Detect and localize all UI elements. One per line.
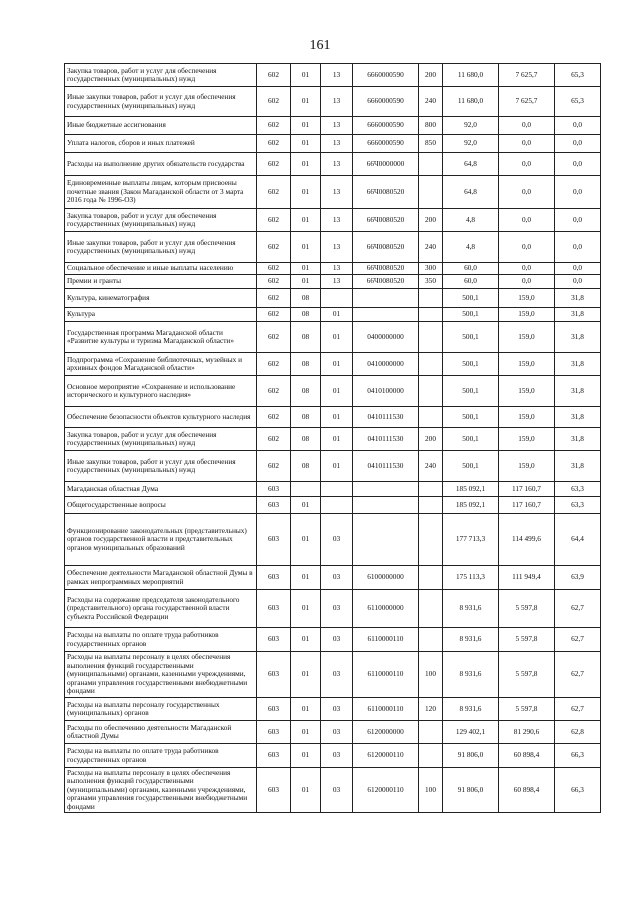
expense-name-cell: Функционирование законодательных (представительных) органов государственной власти и представительных органов муниципальных образований [65, 514, 257, 566]
execution-percent-cell: 65,3 [555, 87, 601, 117]
expense-type-cell: 800 [419, 117, 443, 135]
planned-amount-cell: 500,1 [443, 451, 499, 482]
target-article-cell: 6660000590 [353, 117, 419, 135]
execution-percent-cell: 62,7 [555, 698, 601, 721]
planned-amount-cell: 60,0 [443, 275, 499, 289]
subsection-code-cell [321, 482, 353, 497]
department-code-cell: 602 [257, 322, 291, 353]
target-article-cell: 6660000590 [353, 64, 419, 87]
expense-type-cell: 200 [419, 64, 443, 87]
target-article-cell [353, 514, 419, 566]
execution-percent-cell: 0,0 [555, 263, 601, 275]
table-row [65, 153, 601, 176]
planned-amount-cell: 64,8 [443, 153, 499, 176]
expense-type-cell: 200 [419, 209, 443, 232]
section-code-cell: 08 [291, 322, 321, 353]
execution-percent-cell: 31,8 [555, 376, 601, 407]
section-code-cell: 01 [291, 275, 321, 289]
target-article-cell: 6100000000 [353, 566, 419, 590]
target-article-cell: 0410111530 [353, 407, 419, 428]
execution-percent-cell: 64,4 [555, 514, 601, 566]
execution-percent-cell: 66,3 [555, 744, 601, 768]
target-article-cell: 6110000110 [353, 628, 419, 652]
actual-amount-cell: 159,0 [499, 308, 555, 322]
section-code-cell: 08 [291, 376, 321, 407]
expense-type-cell [419, 566, 443, 590]
budget-table [64, 63, 601, 813]
department-code-cell: 602 [257, 135, 291, 153]
table-row [65, 64, 601, 87]
subsection-code-cell: 01 [321, 428, 353, 451]
target-article-cell: 6660000590 [353, 87, 419, 117]
expense-name-cell: Расходы на содержание председателя законодательного (представительного) органа государственной власти субъекта Российской Федерации [65, 590, 257, 628]
expense-type-cell [419, 721, 443, 744]
section-code-cell: 01 [291, 135, 321, 153]
expense-name-cell: Закупка товаров, работ и услуг для обеспечения государственных (муниципальных) нужд [65, 64, 257, 87]
execution-percent-cell: 31,8 [555, 451, 601, 482]
target-article-cell: 66Ч0000000 [353, 153, 419, 176]
execution-percent-cell: 63,3 [555, 497, 601, 514]
section-code-cell: 01 [291, 721, 321, 744]
target-article-cell: 0410111530 [353, 428, 419, 451]
expense-type-cell: 120 [419, 698, 443, 721]
planned-amount-cell: 11 680,0 [443, 87, 499, 117]
table-row [65, 590, 601, 628]
section-code-cell: 01 [291, 209, 321, 232]
expense-type-cell: 850 [419, 135, 443, 153]
expense-name-cell: Расходы на выплаты персоналу в целях обеспечения выполнения функций государственными (муниципальными) органами, казенными учреждениями, органами управления государственными внебюджетными фондами [65, 652, 257, 698]
table-row [65, 744, 601, 768]
expense-name-cell: Иные бюджетные ассигнования [65, 117, 257, 135]
target-article-cell: 6110000110 [353, 652, 419, 698]
execution-percent-cell: 65,3 [555, 64, 601, 87]
target-article-cell: 0410100000 [353, 376, 419, 407]
table-row [65, 721, 601, 744]
subsection-code-cell: 03 [321, 652, 353, 698]
expense-name-cell: Основное мероприятие «Сохранение и использование исторического и культурного наследия» [65, 376, 257, 407]
subsection-code-cell: 13 [321, 117, 353, 135]
planned-amount-cell: 4,8 [443, 232, 499, 263]
expense-type-cell [419, 744, 443, 768]
section-code-cell: 01 [291, 628, 321, 652]
actual-amount-cell: 5 597,8 [499, 590, 555, 628]
expense-name-cell: Закупка товаров, работ и услуг для обеспечения государственных (муниципальных) нужд [65, 209, 257, 232]
expense-name-cell: Государственная программа Магаданской области «Развитие культуры и туризма Магаданской области» [65, 322, 257, 353]
execution-percent-cell: 31,8 [555, 308, 601, 322]
execution-percent-cell: 66,3 [555, 768, 601, 813]
execution-percent-cell: 0,0 [555, 117, 601, 135]
department-code-cell: 602 [257, 407, 291, 428]
subsection-code-cell: 01 [321, 451, 353, 482]
execution-percent-cell: 31,8 [555, 428, 601, 451]
table-row [65, 308, 601, 322]
table-row [65, 117, 601, 135]
planned-amount-cell: 8 931,6 [443, 698, 499, 721]
table-row [65, 451, 601, 482]
target-article-cell: 66Ч0080520 [353, 263, 419, 275]
planned-amount-cell: 8 931,6 [443, 590, 499, 628]
expense-type-cell: 350 [419, 275, 443, 289]
table-row [65, 176, 601, 209]
actual-amount-cell: 117 160,7 [499, 497, 555, 514]
table-row [65, 263, 601, 275]
target-article-cell: 6120000110 [353, 768, 419, 813]
execution-percent-cell: 0,0 [555, 209, 601, 232]
section-code-cell [291, 482, 321, 497]
table-row [65, 209, 601, 232]
department-code-cell: 602 [257, 232, 291, 263]
planned-amount-cell: 500,1 [443, 376, 499, 407]
section-code-cell: 01 [291, 514, 321, 566]
actual-amount-cell: 159,0 [499, 451, 555, 482]
subsection-code-cell: 03 [321, 590, 353, 628]
table-row [65, 376, 601, 407]
actual-amount-cell: 159,0 [499, 407, 555, 428]
planned-amount-cell: 129 402,1 [443, 721, 499, 744]
expense-type-cell [419, 482, 443, 497]
planned-amount-cell: 500,1 [443, 407, 499, 428]
actual-amount-cell: 159,0 [499, 322, 555, 353]
table-row [65, 628, 601, 652]
department-code-cell: 602 [257, 275, 291, 289]
actual-amount-cell: 0,0 [499, 153, 555, 176]
expense-name-cell: Закупка товаров, работ и услуг для обеспечения государственных (муниципальных) нужд [65, 428, 257, 451]
expense-name-cell: Расходы на выплаты персоналу в целях обеспечения выполнения функций государственными (муниципальными) органами, казенными учреждениями, органами управления государственными внебюджетными фондами [65, 768, 257, 813]
actual-amount-cell: 111 949,4 [499, 566, 555, 590]
execution-percent-cell: 31,8 [555, 322, 601, 353]
actual-amount-cell: 60 898,4 [499, 768, 555, 813]
execution-percent-cell: 0,0 [555, 275, 601, 289]
expense-type-cell [419, 514, 443, 566]
expense-name-cell: Уплата налогов, сборов и иных платежей [65, 135, 257, 153]
section-code-cell: 08 [291, 451, 321, 482]
section-code-cell: 08 [291, 308, 321, 322]
actual-amount-cell: 159,0 [499, 376, 555, 407]
target-article-cell: 0410111530 [353, 451, 419, 482]
execution-percent-cell: 31,8 [555, 289, 601, 308]
section-code-cell: 08 [291, 428, 321, 451]
execution-percent-cell: 62,7 [555, 652, 601, 698]
actual-amount-cell: 0,0 [499, 117, 555, 135]
planned-amount-cell: 500,1 [443, 308, 499, 322]
expense-type-cell [419, 308, 443, 322]
expense-type-cell [419, 376, 443, 407]
actual-amount-cell: 7 625,7 [499, 87, 555, 117]
actual-amount-cell: 0,0 [499, 176, 555, 209]
table-row [65, 497, 601, 514]
subsection-code-cell: 03 [321, 566, 353, 590]
actual-amount-cell: 7 625,7 [499, 64, 555, 87]
section-code-cell: 01 [291, 698, 321, 721]
execution-percent-cell: 62,7 [555, 590, 601, 628]
expense-type-cell [419, 590, 443, 628]
subsection-code-cell: 01 [321, 376, 353, 407]
expense-type-cell: 100 [419, 652, 443, 698]
actual-amount-cell: 159,0 [499, 353, 555, 376]
actual-amount-cell: 60 898,4 [499, 744, 555, 768]
section-code-cell: 08 [291, 407, 321, 428]
expense-type-cell [419, 176, 443, 209]
subsection-code-cell: 03 [321, 698, 353, 721]
department-code-cell: 603 [257, 628, 291, 652]
section-code-cell: 01 [291, 153, 321, 176]
subsection-code-cell: 13 [321, 153, 353, 176]
execution-percent-cell: 63,9 [555, 566, 601, 590]
target-article-cell: 0410000000 [353, 353, 419, 376]
expense-name-cell: Единовременные выплаты лицам, которым присвоены почетные звания (Закон Магаданской области от 3 марта 2016 года № 1996-ОЗ) [65, 176, 257, 209]
expense-name-cell: Обеспечение деятельности Магаданской областной Думы в рамках непрограммных мероприятий [65, 566, 257, 590]
section-code-cell: 01 [291, 768, 321, 813]
planned-amount-cell: 8 931,6 [443, 628, 499, 652]
department-code-cell: 603 [257, 744, 291, 768]
department-code-cell: 603 [257, 497, 291, 514]
expense-type-cell [419, 289, 443, 308]
subsection-code-cell: 13 [321, 275, 353, 289]
expense-type-cell: 300 [419, 263, 443, 275]
section-code-cell: 01 [291, 64, 321, 87]
expense-name-cell: Расходы на выплаты по оплате труда работников государственных органов [65, 744, 257, 768]
actual-amount-cell: 5 597,8 [499, 698, 555, 721]
expense-type-cell: 240 [419, 87, 443, 117]
subsection-code-cell: 03 [321, 628, 353, 652]
subsection-code-cell: 13 [321, 135, 353, 153]
department-code-cell: 603 [257, 698, 291, 721]
expense-name-cell: Обеспечение безопасности объектов культурного наследия [65, 407, 257, 428]
target-article-cell: 66Ч0080520 [353, 232, 419, 263]
table-row [65, 407, 601, 428]
table-row [65, 698, 601, 721]
department-code-cell: 603 [257, 721, 291, 744]
department-code-cell: 602 [257, 263, 291, 275]
table-row [65, 428, 601, 451]
section-code-cell: 08 [291, 353, 321, 376]
execution-percent-cell: 31,8 [555, 353, 601, 376]
department-code-cell: 602 [257, 176, 291, 209]
subsection-code-cell [321, 497, 353, 514]
planned-amount-cell: 175 113,3 [443, 566, 499, 590]
section-code-cell: 01 [291, 263, 321, 275]
actual-amount-cell: 0,0 [499, 209, 555, 232]
table-row [65, 353, 601, 376]
department-code-cell: 602 [257, 117, 291, 135]
actual-amount-cell: 0,0 [499, 135, 555, 153]
subsection-code-cell: 03 [321, 514, 353, 566]
actual-amount-cell: 0,0 [499, 232, 555, 263]
planned-amount-cell: 91 806,0 [443, 744, 499, 768]
planned-amount-cell: 185 092,1 [443, 482, 499, 497]
target-article-cell: 6120000000 [353, 721, 419, 744]
section-code-cell: 01 [291, 744, 321, 768]
department-code-cell: 602 [257, 87, 291, 117]
actual-amount-cell: 0,0 [499, 263, 555, 275]
expense-type-cell [419, 353, 443, 376]
subsection-code-cell: 13 [321, 232, 353, 263]
actual-amount-cell: 5 597,8 [499, 628, 555, 652]
target-article-cell [353, 497, 419, 514]
table-row [65, 289, 601, 308]
execution-percent-cell: 0,0 [555, 135, 601, 153]
execution-percent-cell: 62,7 [555, 628, 601, 652]
target-article-cell: 66Ч0080520 [353, 209, 419, 232]
expense-name-cell: Иные закупки товаров, работ и услуг для обеспечения государственных (муниципальных) нужд [65, 451, 257, 482]
department-code-cell: 602 [257, 153, 291, 176]
table-row [65, 87, 601, 117]
section-code-cell: 01 [291, 590, 321, 628]
actual-amount-cell: 0,0 [499, 275, 555, 289]
section-code-cell: 01 [291, 87, 321, 117]
department-code-cell: 603 [257, 652, 291, 698]
department-code-cell: 602 [257, 353, 291, 376]
department-code-cell: 602 [257, 209, 291, 232]
actual-amount-cell: 159,0 [499, 428, 555, 451]
department-code-cell: 603 [257, 590, 291, 628]
subsection-code-cell: 03 [321, 744, 353, 768]
table-row [65, 482, 601, 497]
target-article-cell: 6120000110 [353, 744, 419, 768]
table-row [65, 514, 601, 566]
subsection-code-cell: 13 [321, 263, 353, 275]
expense-name-cell: Премии и гранты [65, 275, 257, 289]
expense-name-cell: Социальное обеспечение и иные выплаты населению [65, 263, 257, 275]
target-article-cell [353, 289, 419, 308]
planned-amount-cell: 60,0 [443, 263, 499, 275]
execution-percent-cell: 0,0 [555, 176, 601, 209]
subsection-code-cell: 13 [321, 176, 353, 209]
section-code-cell: 01 [291, 232, 321, 263]
page-number: 161 [309, 38, 331, 53]
table-row [65, 275, 601, 289]
subsection-code-cell: 01 [321, 308, 353, 322]
planned-amount-cell: 500,1 [443, 428, 499, 451]
planned-amount-cell: 11 680,0 [443, 64, 499, 87]
expense-type-cell [419, 497, 443, 514]
table-row [65, 652, 601, 698]
expense-type-cell: 240 [419, 232, 443, 263]
target-article-cell: 6110000000 [353, 590, 419, 628]
actual-amount-cell: 159,0 [499, 289, 555, 308]
expense-name-cell: Иные закупки товаров, работ и услуг для обеспечения государственных (муниципальных) нужд [65, 232, 257, 263]
target-article-cell: 66Ч0080520 [353, 176, 419, 209]
section-code-cell: 01 [291, 652, 321, 698]
section-code-cell: 01 [291, 117, 321, 135]
target-article-cell [353, 308, 419, 322]
target-article-cell [353, 482, 419, 497]
department-code-cell: 602 [257, 308, 291, 322]
department-code-cell: 603 [257, 514, 291, 566]
department-code-cell: 602 [257, 451, 291, 482]
expense-type-cell: 240 [419, 451, 443, 482]
planned-amount-cell: 500,1 [443, 289, 499, 308]
expense-name-cell: Культура [65, 308, 257, 322]
subsection-code-cell: 01 [321, 353, 353, 376]
subsection-code-cell: 13 [321, 87, 353, 117]
execution-percent-cell: 0,0 [555, 153, 601, 176]
department-code-cell: 602 [257, 64, 291, 87]
execution-percent-cell: 0,0 [555, 232, 601, 263]
department-code-cell: 602 [257, 376, 291, 407]
department-code-cell: 602 [257, 289, 291, 308]
table-body [65, 64, 601, 813]
expense-type-cell [419, 407, 443, 428]
expense-name-cell: Расходы на выплаты персоналу государственных (муниципальных) органов [65, 698, 257, 721]
subsection-code-cell: 01 [321, 322, 353, 353]
subsection-code-cell: 01 [321, 407, 353, 428]
actual-amount-cell: 117 160,7 [499, 482, 555, 497]
section-code-cell: 08 [291, 289, 321, 308]
planned-amount-cell: 500,1 [443, 353, 499, 376]
target-article-cell: 6660000590 [353, 135, 419, 153]
planned-amount-cell: 8 931,6 [443, 652, 499, 698]
expense-type-cell: 200 [419, 428, 443, 451]
subsection-code-cell: 03 [321, 768, 353, 813]
expense-name-cell: Общегосударственные вопросы [65, 497, 257, 514]
expense-type-cell: 100 [419, 768, 443, 813]
execution-percent-cell: 62,8 [555, 721, 601, 744]
planned-amount-cell: 177 713,3 [443, 514, 499, 566]
subsection-code-cell: 03 [321, 721, 353, 744]
planned-amount-cell: 64,8 [443, 176, 499, 209]
table-row [65, 232, 601, 263]
expense-type-cell [419, 322, 443, 353]
expense-type-cell [419, 153, 443, 176]
section-code-cell: 01 [291, 566, 321, 590]
actual-amount-cell: 114 499,6 [499, 514, 555, 566]
department-code-cell: 603 [257, 768, 291, 813]
subsection-code-cell: 13 [321, 209, 353, 232]
target-article-cell: 0400000000 [353, 322, 419, 353]
table-row [65, 768, 601, 813]
expense-name-cell: Расходы на выполнение других обязательств государства [65, 153, 257, 176]
subsection-code-cell [321, 289, 353, 308]
planned-amount-cell: 92,0 [443, 117, 499, 135]
section-code-cell: 01 [291, 176, 321, 209]
actual-amount-cell: 81 290,6 [499, 721, 555, 744]
planned-amount-cell: 91 806,0 [443, 768, 499, 813]
expense-name-cell: Магаданская областная Дума [65, 482, 257, 497]
planned-amount-cell: 4,8 [443, 209, 499, 232]
expense-name-cell: Расходы по обеспечению деятельности Магаданской областной Думы [65, 721, 257, 744]
table-row [65, 135, 601, 153]
table-row [65, 566, 601, 590]
execution-percent-cell: 63,3 [555, 482, 601, 497]
expense-name-cell: Культура, кинематография [65, 289, 257, 308]
subsection-code-cell: 13 [321, 64, 353, 87]
actual-amount-cell: 5 597,8 [499, 652, 555, 698]
target-article-cell: 6110000110 [353, 698, 419, 721]
department-code-cell: 602 [257, 428, 291, 451]
planned-amount-cell: 500,1 [443, 322, 499, 353]
section-code-cell: 01 [291, 497, 321, 514]
target-article-cell: 66Ч0080520 [353, 275, 419, 289]
expense-name-cell: Расходы на выплаты по оплате труда работников государственных органов [65, 628, 257, 652]
table-row [65, 322, 601, 353]
expense-type-cell [419, 628, 443, 652]
execution-percent-cell: 31,8 [555, 407, 601, 428]
expense-name-cell: Подпрограмма «Сохранение библиотечных, музейных и архивных фондов Магаданской области» [65, 353, 257, 376]
expense-name-cell: Иные закупки товаров, работ и услуг для обеспечения государственных (муниципальных) нужд [65, 87, 257, 117]
planned-amount-cell: 185 092,1 [443, 497, 499, 514]
department-code-cell: 603 [257, 566, 291, 590]
department-code-cell: 603 [257, 482, 291, 497]
planned-amount-cell: 92,0 [443, 135, 499, 153]
